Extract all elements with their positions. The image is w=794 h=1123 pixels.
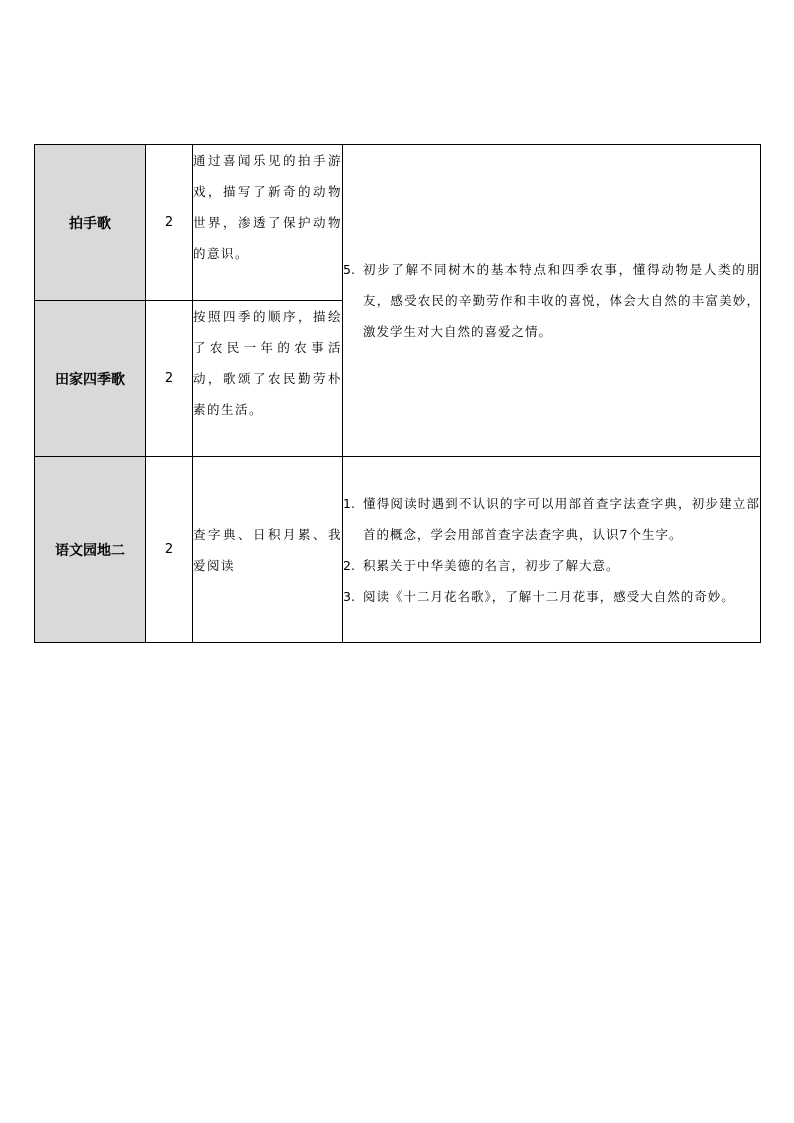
lesson-title: 田家四季歌 xyxy=(35,301,146,457)
lesson-title: 拍手歌 xyxy=(35,145,146,301)
lesson-hours: 2 xyxy=(146,145,193,301)
goal-text: 初步了解不同树木的基本特点和四季农事，懂得动物是人类的朋友，感受农民的辛勤劳作和丰收的喜悦，体会大自然的丰富美妙，激发学生对大自然的喜爱之情。 xyxy=(363,262,760,339)
lesson-hours: 2 xyxy=(146,457,193,643)
goal-item xyxy=(343,254,760,347)
goal-text: 懂得阅读时遇到不认识的字可以用部首查字法查字典，初步建立部首的概念，学会用部首查字法查字典，认识7个生字。 xyxy=(363,495,760,542)
lesson-plan-table xyxy=(34,144,761,643)
lesson-content: 按照四季的顺序，描绘了农民一年的农事活动，歌颂了农民勤劳朴素的生活。 xyxy=(193,301,343,457)
goal-text: 阅读《十二月花名歌》，了解十二月花事，感受大自然的奇妙。 xyxy=(363,588,735,604)
lesson-goals xyxy=(343,457,761,643)
goal-number: 1. xyxy=(343,495,355,511)
table-row xyxy=(35,457,761,643)
goal-number: 5. xyxy=(343,262,355,277)
goal-number: 3. xyxy=(343,588,355,604)
goal-item xyxy=(343,581,760,612)
goal-text: 积累关于中华美德的名言，初步了解大意。 xyxy=(363,557,620,573)
table-row xyxy=(35,145,761,301)
lesson-goals xyxy=(343,145,761,457)
lesson-hours: 2 xyxy=(146,301,193,457)
goal-item xyxy=(343,488,760,550)
goal-number: 2. xyxy=(343,557,355,573)
lesson-content: 通过喜闻乐见的拍手游戏，描写了新奇的动物世界，渗透了保护动物的意识。 xyxy=(193,145,343,301)
goal-item xyxy=(343,550,760,581)
lesson-title: 语文园地二 xyxy=(35,457,146,643)
lesson-content: 查字典、日积月累、我爱阅读 xyxy=(193,457,343,643)
